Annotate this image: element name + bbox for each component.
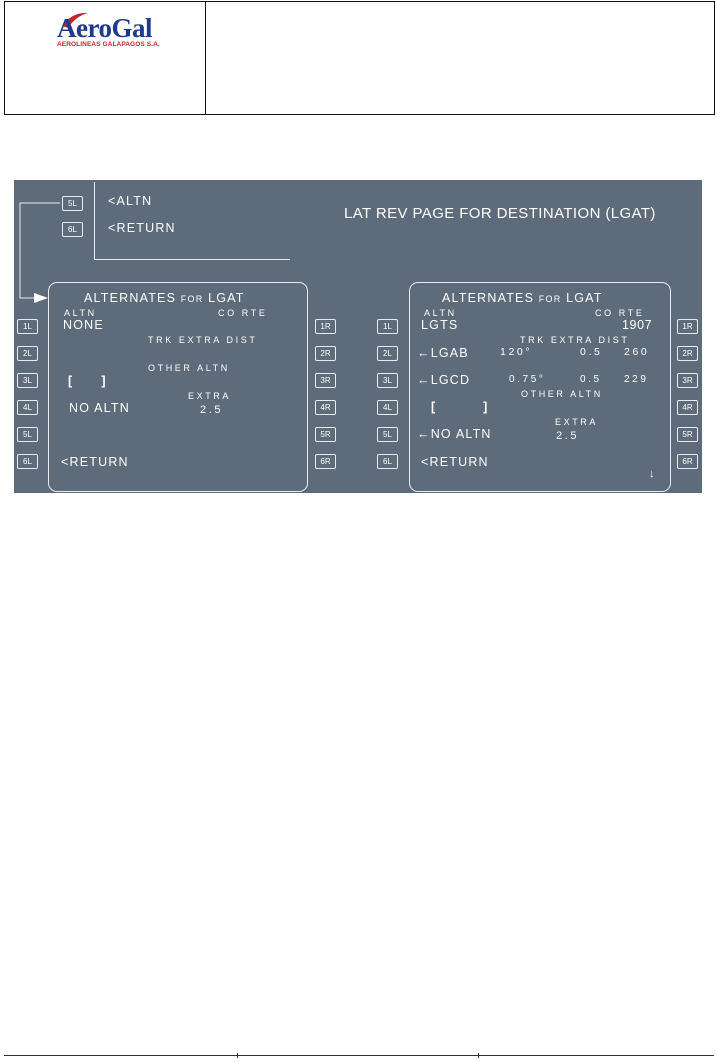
right-title bbox=[442, 291, 603, 305]
left-title-a: ALTERNATES bbox=[84, 291, 177, 305]
key-5l-top: 5L bbox=[62, 196, 83, 211]
key-1l-a: 1L bbox=[17, 319, 38, 334]
left-altn-label: ALTN bbox=[64, 308, 97, 318]
scroll-down-arrow-icon: ↓ bbox=[649, 468, 656, 480]
key-1r-b: 1R bbox=[677, 319, 698, 334]
right-row1-name: ←LGAB bbox=[417, 346, 469, 360]
right-trk-label: TRK EXTRA DIST bbox=[520, 335, 630, 345]
right-row2-dist: 229 bbox=[624, 374, 649, 385]
left-altn-value: NONE bbox=[63, 318, 104, 332]
key-1r-a: 1R bbox=[315, 319, 336, 334]
key-4l-a: 4L bbox=[17, 400, 38, 415]
right-row1-extra: 0.5 bbox=[580, 346, 603, 358]
logo-wordmark: AeroGal bbox=[57, 13, 152, 43]
left-bracket-field: [ ] bbox=[68, 374, 107, 388]
left-no-altn: NO ALTN bbox=[69, 401, 130, 415]
key-5l-b: 5L bbox=[377, 427, 398, 442]
right-row2-name: ←LGCD bbox=[417, 373, 471, 387]
key-6l-b: 6L bbox=[377, 454, 398, 469]
key-4r-b: 4R bbox=[677, 400, 698, 415]
right-title-a: ALTERNATES bbox=[442, 291, 535, 305]
right-extra-value: 2.5 bbox=[556, 430, 580, 442]
footer-rule bbox=[4, 1055, 714, 1056]
left-trk-label: TRK EXTRA DIST bbox=[148, 335, 258, 345]
key-3l-a: 3L bbox=[17, 373, 38, 388]
right-row1-dist: 260 bbox=[624, 346, 650, 358]
return-prompt-top: <RETURN bbox=[108, 221, 176, 235]
logo-subtitle: AEROLINEAS GALAPAGOS S.A. bbox=[57, 41, 160, 48]
key-4r-a: 4R bbox=[315, 400, 336, 415]
right-title-b: LGAT bbox=[566, 291, 603, 305]
right-row2-trk: 0.75° bbox=[509, 374, 546, 385]
left-title-for: FOR bbox=[180, 294, 204, 304]
key-6r-a: 6R bbox=[315, 454, 336, 469]
top-bracket-vertical bbox=[94, 182, 95, 260]
right-row2-extra: 0.5 bbox=[580, 374, 602, 385]
right-extra-label: EXTRA bbox=[555, 417, 599, 427]
right-no-altn: ←NO ALTN bbox=[417, 427, 492, 441]
aerogal-logo bbox=[57, 12, 197, 62]
footer-tick bbox=[478, 1053, 479, 1058]
key-3r-b: 3R bbox=[677, 373, 698, 388]
key-4l-b: 4L bbox=[377, 400, 398, 415]
left-other-label: OTHER ALTN bbox=[148, 363, 230, 373]
right-row1-trk: 120° bbox=[500, 346, 533, 358]
right-other-label: OTHER ALTN bbox=[521, 389, 603, 399]
mcdu-figure bbox=[14, 180, 702, 493]
key-6r-b: 6R bbox=[677, 454, 698, 469]
key-1l-b: 1L bbox=[377, 319, 398, 334]
left-title bbox=[84, 291, 245, 305]
key-5l-a: 5L bbox=[17, 427, 38, 442]
right-altn-value: LGTS bbox=[421, 318, 459, 332]
right-corte-label: CO RTE bbox=[595, 308, 645, 318]
key-2l-b: 2L bbox=[377, 346, 398, 361]
key-5r-b: 5R bbox=[677, 427, 698, 442]
key-3l-b: 3L bbox=[377, 373, 398, 388]
right-title-for: FOR bbox=[538, 294, 562, 304]
key-2r-a: 2R bbox=[315, 346, 336, 361]
key-3r-a: 3R bbox=[315, 373, 336, 388]
left-extra-value: 2.5 bbox=[200, 404, 224, 416]
footer-tick bbox=[237, 1053, 238, 1058]
figure-title: LAT REV PAGE FOR DESTINATION (LGAT) bbox=[344, 205, 656, 222]
key-6l-a: 6L bbox=[17, 454, 38, 469]
left-return: <RETURN bbox=[61, 455, 129, 469]
key-5r-a: 5R bbox=[315, 427, 336, 442]
header-divider bbox=[205, 2, 206, 114]
altn-prompt: <ALTN bbox=[108, 194, 153, 208]
top-bracket-bottom bbox=[94, 259, 290, 260]
document-header bbox=[4, 1, 715, 115]
right-altn-label: ALTN bbox=[424, 308, 457, 318]
right-corte-value: 1907 bbox=[622, 318, 653, 332]
key-2l-a: 2L bbox=[17, 346, 38, 361]
left-extra-label: EXTRA bbox=[188, 391, 232, 401]
key-6l-top: 6L bbox=[62, 222, 83, 237]
key-2r-b: 2R bbox=[677, 346, 698, 361]
left-corte-label: CO RTE bbox=[218, 308, 268, 318]
right-return: <RETURN bbox=[421, 455, 489, 469]
left-title-b: LGAT bbox=[208, 291, 245, 305]
right-bracket-field: [ ] bbox=[431, 400, 489, 414]
